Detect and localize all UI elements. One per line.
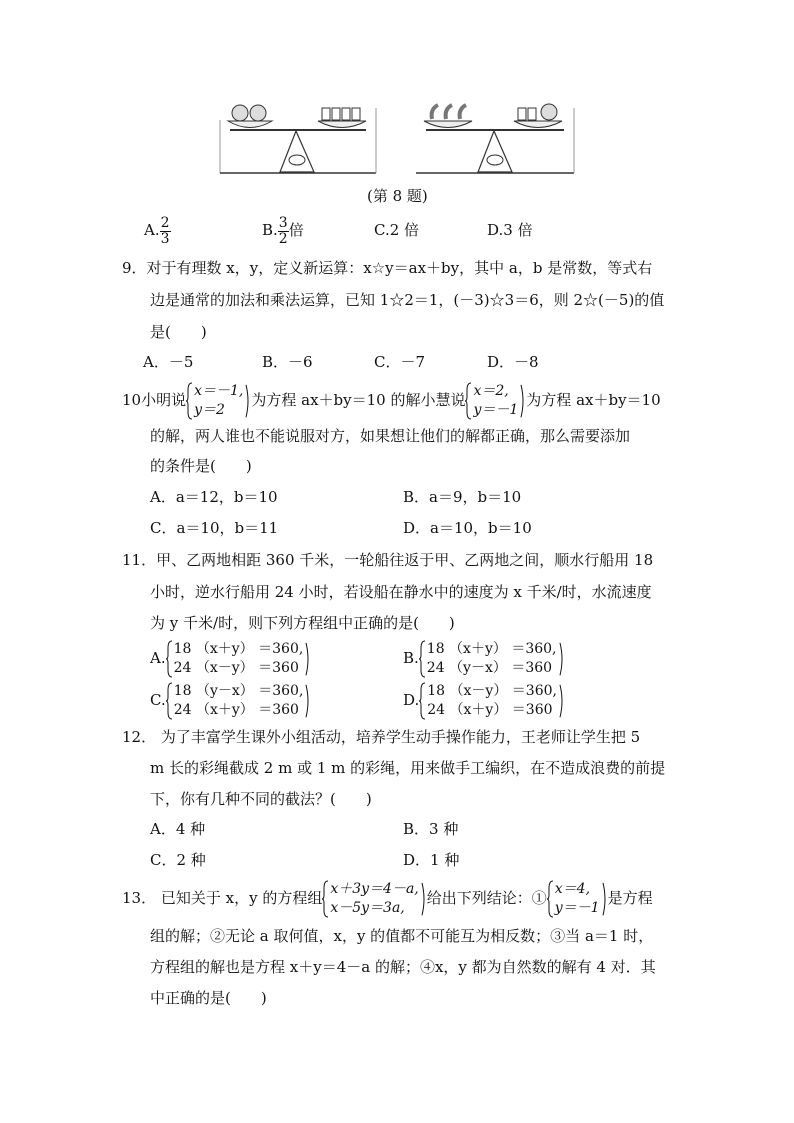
q12-option-d[interactable]: D．1 种 (403, 851, 460, 869)
q11-line-3: 为 y 千米/时，则下列方程组中正确的是( ) (150, 614, 455, 632)
q11-line-2: 小时，逆水行船用 24 小时，若设船在静水中的速度为 x 千米/时，水流速度 (150, 583, 652, 601)
q11-line-1: 11．甲、乙两地相距 360 千米，一轮船往返于甲、乙两地之间，顺水行船用 18 (122, 551, 654, 569)
q8-option-a[interactable] (144, 210, 171, 250)
q9-option-b[interactable]: B．－6 (262, 353, 313, 371)
balance-figure (218, 98, 576, 180)
q10-line-3: 的条件是( ) (150, 457, 252, 475)
q10-line-1: 10小明说 x＝－1, y＝2 为方程 ax＋by＝10 的解小慧说 x＝2, y＝－1 为方程 ax＋by＝10 (122, 383, 661, 418)
q11-option-c[interactable]: C. 18 （y－x） ＝360, 24 （x＋y） ＝360 (150, 680, 311, 720)
q10-system-b: x＝2, y＝－1 (465, 382, 526, 420)
q12-line-2: m 长的彩绳截成 2 m 或 1 m 的彩绳，用来做手工编织，在不造成浪费的前提 (150, 759, 666, 777)
q12-option-a[interactable]: A．4 种 (150, 820, 206, 838)
q13-system: x＋3y＝4－a, x－5y＝3a, (322, 880, 426, 918)
q8-option-b-fraction: $\frac{3}{2}$ (278, 214, 288, 247)
q11-option-b[interactable]: B. 18 （x＋y） ＝360, 24 （y－x） ＝360 (403, 638, 565, 678)
q13-line-1: 13． 已知关于 x，y 的方程组 x＋3y＝4－a, x－5y＝3a, 给出下列结论：① x＝4, y＝－1 是方程 (122, 881, 653, 916)
q8-option-a-letter: A. (144, 221, 160, 239)
figure-caption: (第 8 题) (367, 187, 428, 205)
q8-option-b[interactable]: B. $\frac{3}{2}$ 倍 (262, 214, 304, 247)
q13-line-2: 组的解；②无论 a 取何值，x，y 的值都不可能互为相反数；③当 a＝1 时， (150, 927, 654, 945)
q9-option-d[interactable]: D．－8 (487, 353, 539, 371)
q8-option-a-fraction: $\frac{2}{3}$ (160, 214, 170, 247)
q12-line-1: 12． 为了丰富学生课外小组活动，培养学生动手操作能力，王老师让学生把 5 (122, 728, 641, 746)
q11-option-a[interactable]: A. 18 （x＋y） ＝360, 24 （x－y） ＝360 (150, 638, 311, 678)
q12-option-c[interactable]: C．2 种 (150, 851, 206, 869)
q10-system-a: x＝－1, y＝2 (186, 382, 251, 420)
q10-line-2: 的解，两人谁也不能说服对方，如果想让他们的解都正确，那么需要添加 (150, 427, 631, 445)
q9-line-3: 是( ) (150, 323, 207, 341)
q12-option-b[interactable]: B．3 种 (403, 820, 459, 838)
q9-line-2: 边是通常的加法和乘法运算，已知 1☆2＝1，(－3)☆3＝6，则 2☆(－5)的值 (150, 291, 665, 309)
q10-option-d[interactable]: D．a＝10，b＝10 (403, 519, 532, 537)
q11-option-d[interactable]: D. 18 （x－y） ＝360, 24 （x＋y） ＝360 (403, 680, 565, 720)
balance-scales-illustration (218, 98, 576, 180)
q8-option-b-letter: B. (262, 221, 278, 239)
q9-option-c[interactable]: C．－7 (374, 353, 426, 371)
q8-option-c[interactable]: C.2 倍 (374, 221, 420, 239)
q8-option-d[interactable]: D.3 倍 (487, 221, 533, 239)
q12-line-3: 下，你有几种不同的截法？( ) (150, 790, 372, 808)
q13-solution: x＝4, y＝－1 (547, 880, 608, 918)
q9-line-1: 9．对于有理数 x，y，定义新运算：x☆y＝ax＋by，其中 a，b 是常数，等式右 (122, 259, 653, 277)
q10-option-b[interactable]: B．a＝9，b＝10 (403, 488, 522, 506)
q9-option-a[interactable]: A．－5 (143, 353, 194, 371)
q13-line-4: 中正确的是( ) (150, 989, 267, 1007)
q10-option-c[interactable]: C．a＝10，b＝11 (150, 519, 279, 537)
q13-line-3: 方程组的解也是方程 x＋y＝4－a 的解；④x，y 都为自然数的解有 4 对．其 (150, 958, 656, 976)
q10-option-a[interactable]: A．a＝12，b＝10 (150, 488, 278, 506)
